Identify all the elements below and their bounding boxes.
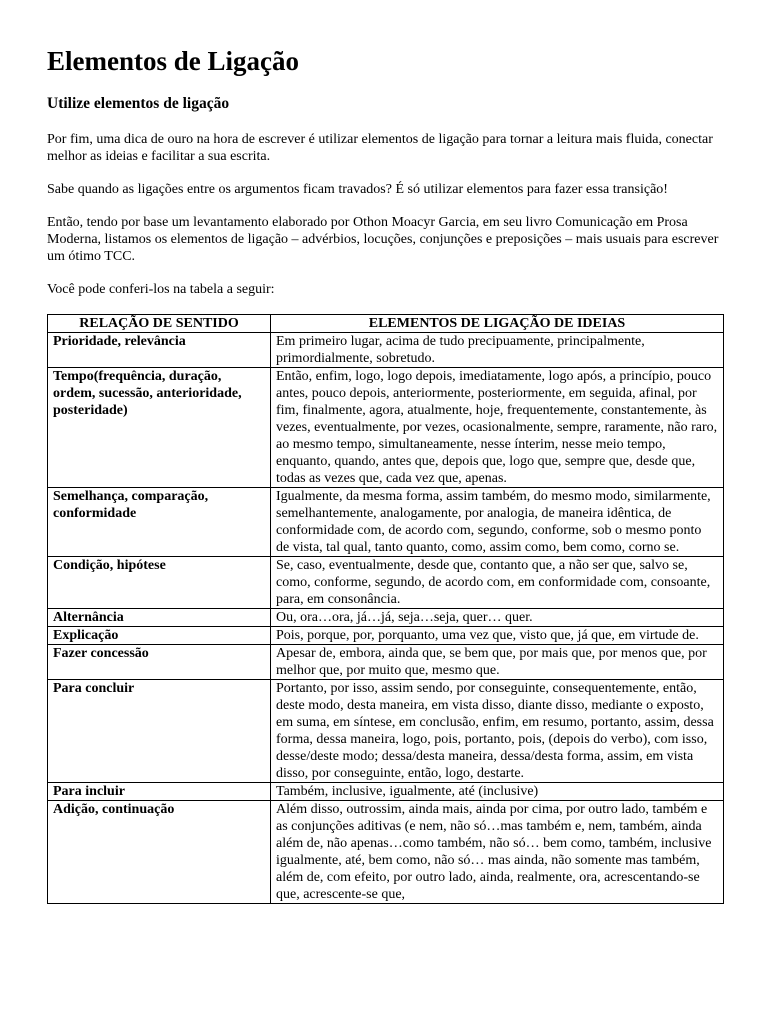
transition-paragraph: Sabe quando as ligações entre os argumentos ficam travados? É só utilizar elementos para fazer essa transição! [47,182,668,197]
page-title: Elementos de Ligação [47,46,299,76]
table-row [48,783,724,801]
table-row [48,333,724,368]
header-relation: RELAÇÃO DE SENTIDO [48,315,271,333]
table-row [48,627,724,645]
elements-cell: Então, enfim, logo, logo depois, imediatamente, logo após, a princípio, pouco antes, pouco depois, anteriormente, posteriormente, em seguida, afinal, por fim, finalmente, agora, atualmente, hoje, frequentemente, constantemente, às vezes, eventualmente, por vezes, ocasionalmente, sempre, raramente, não raro, ao mesmo tempo, simultaneamente, nesse ínterim, nesse meio tempo, enquanto, quando, antes que, depois que, logo que, sempre que, desde que, todas as vezes que, cada vez que, apenas. [271,368,724,488]
table-row [48,488,724,557]
table-row [48,609,724,627]
relation-cell: Para concluir [48,680,271,783]
table-row [48,645,724,680]
table-row [48,368,724,488]
table-row [48,680,724,783]
elements-cell: Também, inclusive, igualmente, até (inclusive) [271,783,724,801]
table-intro-paragraph: Você pode conferi-los na tabela a seguir: [47,282,275,297]
elements-cell: Ou, ora…ora, já…já, seja…seja, quer… quer. [271,609,724,627]
table-row [48,801,724,904]
elements-cell: Pois, porque, por, porquanto, uma vez que, visto que, já que, em virtude de. [271,627,724,645]
relation-cell: Para incluir [48,783,271,801]
relation-cell: Tempo(frequência, duração, ordem, sucessão, anterioridade, posteridade) [48,368,271,488]
elements-cell: Em primeiro lugar, acima de tudo precipuamente, principalmente, primordialmente, sobretudo. [271,333,724,368]
linking-elements-table [47,314,724,904]
intro-paragraph: Por fim, uma dica de ouro na hora de escrever é utilizar elementos de ligação para tornar a leitura mais fluida, conectar melhor as ideias e facilitar a sua escrita. [47,132,713,164]
section-heading: Utilize elementos de ligação [47,95,230,112]
relation-cell: Fazer concessão [48,645,271,680]
relation-cell: Prioridade, relevância [48,333,271,368]
header-elements: ELEMENTOS DE LIGAÇÃO DE IDEIAS [271,315,724,333]
elements-cell: Igualmente, da mesma forma, assim também, do mesmo modo, similarmente, semelhantemente, analogamente, por analogia, de maneira idêntica, de conformidade com, de acordo com, segundo, conforme, sob o mesmo ponto de vista, tal qual, tanto quanto, como, assim como, bem como, corno se. [271,488,724,557]
table-row [48,557,724,609]
relation-cell: Alternância [48,609,271,627]
relation-cell: Condição, hipótese [48,557,271,609]
elements-cell: Portanto, por isso, assim sendo, por conseguinte, consequentemente, então, deste modo, desta maneira, em vista disso, diante disso, mediante o exposto, em suma, em síntese, em conclusão, enfim, em resumo, portanto, assim, dessa forma, dessa maneira, logo, pois, portanto, pois, (depois do verbo), com isso, desse/deste modo; dessa/desta maneira, dessa/desta forma, assim, em vista disso, por conseguinte, então, logo, destarte. [271,680,724,783]
relation-cell: Explicação [48,627,271,645]
elements-cell: Apesar de, embora, ainda que, se bem que, por mais que, por menos que, por melhor que, por muito que, mesmo que. [271,645,724,680]
table-header-row [48,315,724,333]
relation-cell: Adição, continuação [48,801,271,904]
source-paragraph: Então, tendo por base um levantamento elaborado por Othon Moacyr Garcia, em seu livro Comunicação em Prosa Moderna, listamos os elementos de ligação – advérbios, locuções, conjunções e preposições – mais usuais para escrever um ótimo TCC. [47,215,719,264]
relation-cell: Semelhança, comparação, conformidade [48,488,271,557]
document-page [47,44,723,904]
elements-cell: Além disso, outrossim, ainda mais, ainda por cima, por outro lado, também e as conjunções aditivas (e nem, não só…mas também e, nem, também, ainda além de, não apenas…como também, não só… bem como, também, inclusive igualmente, até, bem como, não só… mas ainda, não somente mas também, além de, com efeito, por outro lado, ainda, realmente, ora, acrescentando-se que, acrescente-se que, [271,801,724,904]
elements-cell: Se, caso, eventualmente, desde que, contanto que, a não ser que, salvo se, como, conforme, segundo, de acordo com, em conformidade com, consoante, para, em consonância. [271,557,724,609]
